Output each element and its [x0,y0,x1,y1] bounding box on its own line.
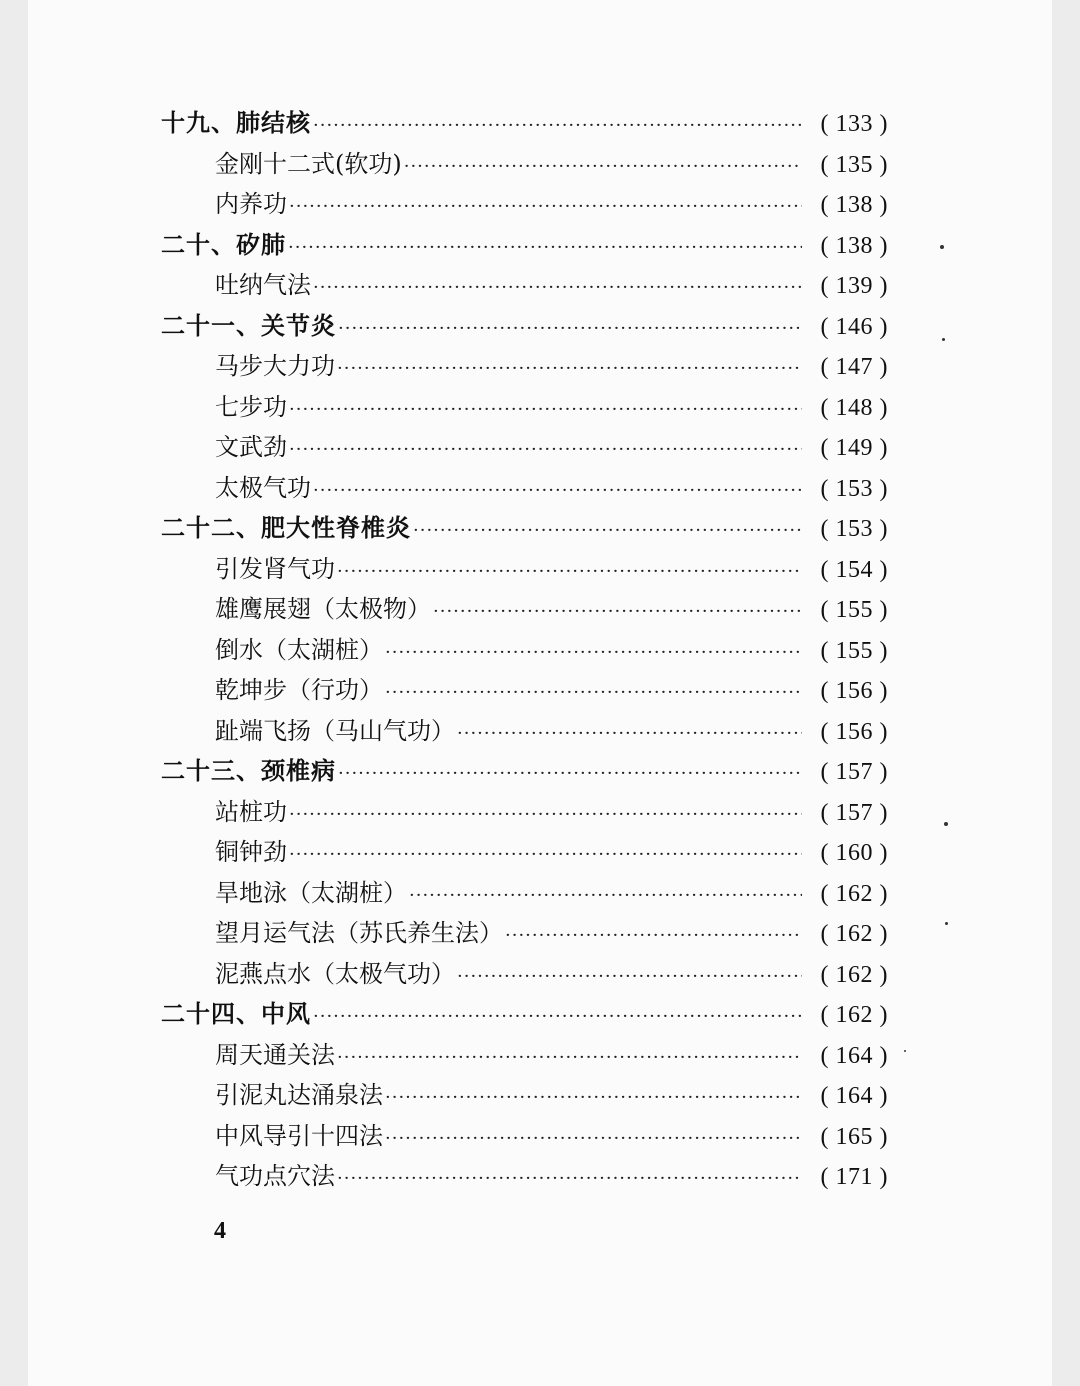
toc-section-row [161,792,888,833]
toc-section-row [161,873,888,914]
toc-page-number: ( 157 ) [820,799,888,826]
toc-page-number: ( 149 ) [820,435,888,461]
toc-entry-title: 雄鹰展翅（太极物） [215,595,431,623]
toc-section-row [161,1075,888,1116]
toc-section-row [161,670,888,711]
dot-leader [337,552,802,593]
toc-entry-title: 十九、肺结核 [161,108,311,137]
toc-page-number: ( 153 ) [820,475,888,502]
toc-section-row [161,832,888,873]
toc-page-number: ( 162 ) [820,921,888,947]
toc-page-number: ( 155 ) [820,637,888,664]
print-speck [944,822,948,826]
dot-leader [338,309,802,350]
dot-leader [313,268,802,309]
toc-section-row [161,427,888,468]
toc-entry-title: 马步大力功 [215,352,335,380]
toc-entry-title: 趾端飞扬（马山气功） [215,716,455,745]
toc-page-number: ( 160 ) [820,840,888,866]
toc-section-row [161,1116,888,1157]
toc-chapter-row [161,508,888,549]
dot-leader [313,471,802,512]
toc-entry-title: 铜钟劲 [215,838,287,866]
dot-leader [385,633,802,674]
dot-leader [457,714,802,755]
toc-page-number: ( 148 ) [820,394,888,421]
toc-page-number: ( 138 ) [820,232,888,259]
toc-entry-title: 二十三、颈椎病 [161,756,336,785]
dot-leader [288,228,802,269]
toc-entry-title: 气功点穴法 [215,1162,335,1190]
toc-page-number: ( 157 ) [820,759,888,785]
toc-section-row [161,346,888,387]
dot-leader [313,106,802,147]
dot-leader [409,876,802,917]
print-speck [945,922,948,925]
toc-entry-title: 引泥丸达涌泉法 [215,1081,383,1109]
toc-page-number: ( 147 ) [820,354,888,380]
dot-leader [338,754,802,795]
toc-page-number: ( 146 ) [820,313,888,340]
toc-page-number: ( 162 ) [820,961,888,988]
toc-section-row [161,468,888,509]
print-speck [942,338,945,341]
toc-chapter-row [161,751,888,792]
dot-leader [337,1038,802,1079]
toc-page-number: ( 156 ) [820,718,888,745]
dot-leader [337,1159,802,1200]
toc-page-number: ( 135 ) [820,151,888,178]
page-number: 4 [214,1218,226,1244]
toc-section-row [161,589,888,630]
toc-entry-title: 二十四、中风 [161,999,311,1028]
dot-leader [404,147,802,188]
toc-page-number: ( 139 ) [820,273,888,299]
dot-leader [385,1119,802,1160]
dot-leader [289,187,802,228]
toc-entry-title: 二十二、肥大性脊椎炎 [161,513,411,542]
toc-chapter-row [161,994,888,1035]
toc-page-number: ( 171 ) [820,1164,888,1190]
toc-page-number: ( 154 ) [820,556,888,583]
toc-section-row [161,1035,888,1076]
toc-section-row [161,913,888,954]
toc-section-row [161,549,888,590]
print-speck [940,245,944,249]
dot-leader [289,835,802,876]
table-of-contents [161,103,888,1197]
toc-entry-title: 引发肾气功 [215,554,335,583]
toc-page-number: ( 162 ) [820,880,888,907]
dot-leader [433,592,802,633]
toc-page-number: ( 162 ) [820,1002,888,1028]
toc-entry-title: 中风导引十四法 [215,1121,383,1150]
toc-section-row [161,265,888,306]
toc-page-number: ( 164 ) [820,1042,888,1069]
toc-entry-title: 望月运气法（苏氏养生法） [215,919,503,947]
book-page [28,0,1052,1386]
toc-entry-title: 二十一、关节炎 [161,310,336,340]
toc-entry-title: 太极气功 [215,473,311,502]
dot-leader [289,390,802,431]
dot-leader [413,511,802,552]
toc-entry-title: 泥燕点水（太极气功） [215,959,455,988]
toc-entry-title: 吐纳气法 [215,271,311,299]
print-speck [904,1050,906,1052]
toc-page-number: ( 155 ) [820,597,888,623]
dot-leader [457,957,802,998]
toc-chapter-row [161,225,888,266]
toc-page-number: ( 138 ) [820,192,888,218]
toc-section-row [161,144,888,185]
toc-entry-title: 金刚十二式(软功) [215,149,402,178]
toc-page-number: ( 133 ) [820,111,888,137]
dot-leader [313,997,802,1038]
toc-entry-title: 周天通关法 [215,1040,335,1069]
toc-entry-title: 二十、矽肺 [161,229,286,259]
toc-entry-title: 旱地泳（太湖桩） [215,878,407,907]
toc-section-row [161,630,888,671]
toc-chapter-row [161,306,888,347]
toc-section-row [161,1156,888,1197]
toc-entry-title: 七步功 [215,392,287,421]
dot-leader [289,430,802,471]
toc-section-row [161,387,888,428]
toc-page-number: ( 164 ) [820,1083,888,1109]
toc-entry-title: 站桩功 [215,797,287,826]
toc-entry-title: 乾坤步（行功） [215,676,383,704]
toc-entry-title: 文武劲 [215,433,287,461]
toc-chapter-row [161,103,888,144]
toc-section-row [161,711,888,752]
toc-entry-title: 倒水（太湖桩） [215,635,383,664]
dot-leader [385,673,802,714]
dot-leader [289,795,802,836]
toc-page-number: ( 156 ) [820,678,888,704]
dot-leader [337,349,802,390]
toc-page-number: ( 153 ) [820,516,888,542]
toc-page-number: ( 165 ) [820,1123,888,1150]
toc-section-row [161,954,888,995]
dot-leader [505,916,802,957]
dot-leader [385,1078,802,1119]
toc-entry-title: 内养功 [215,190,287,218]
toc-section-row [161,184,888,225]
